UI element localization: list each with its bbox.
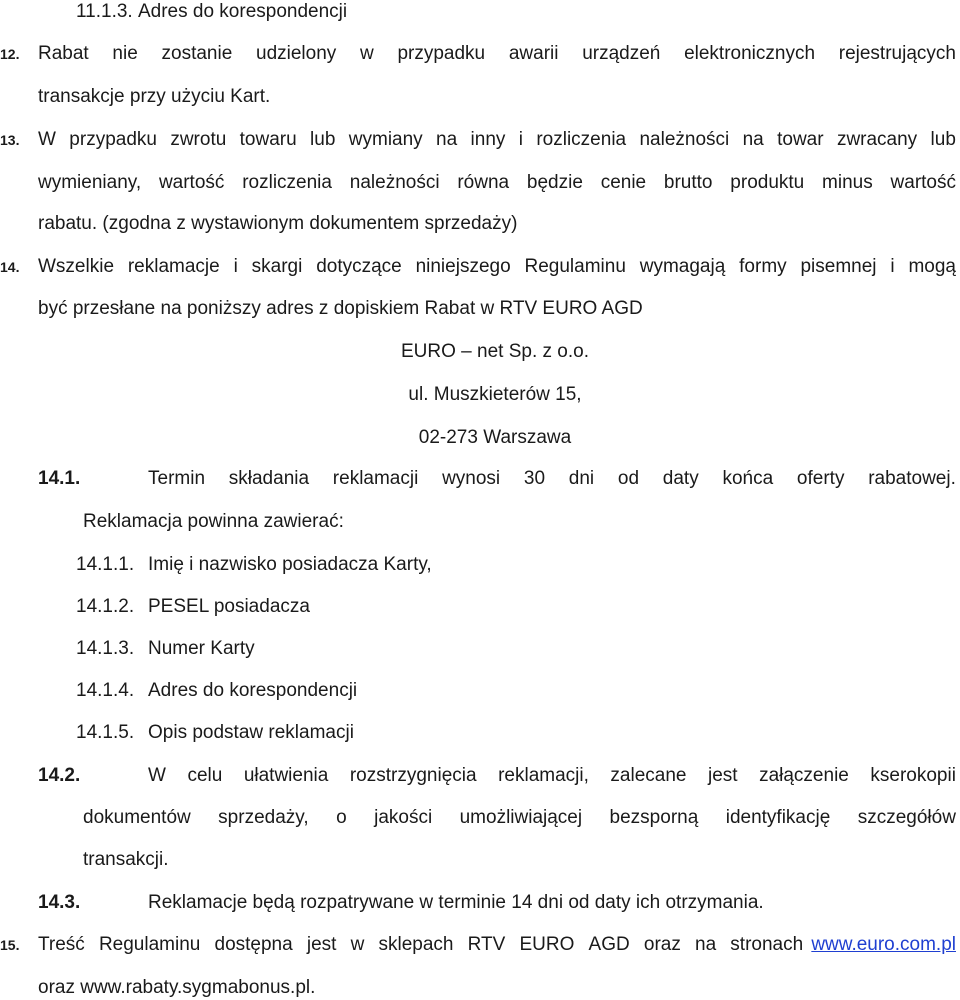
paragraph-12-line-2: transakcje przy użyciu Kart. [38, 86, 271, 107]
paragraph-number: 14. [0, 259, 20, 275]
word: dostępna [214, 934, 293, 955]
word: Termin [148, 468, 206, 489]
list-item [76, 679, 357, 703]
section-14-1-label [38, 467, 80, 491]
paragraph-14-line-2: być przesłane na poniższy adres z dopiskiem Rabat w RTV EURO AGD [38, 298, 643, 319]
word: przypadku [397, 43, 486, 64]
word: rozliczenia [242, 172, 332, 193]
paragraph-13-line-3: rabatu. (zgodna z wystawionym dokumentem sprzedaży) [38, 213, 518, 234]
address-company: EURO – net Sp. z o.o. [401, 341, 589, 362]
word: wartość [890, 172, 956, 193]
word: dni [568, 468, 595, 489]
paragraph-13-line-1 [38, 128, 956, 152]
word: zwrotu [170, 129, 227, 150]
section-14-1-line-1 [148, 467, 956, 491]
list-item-text: Numer Karty [148, 638, 255, 659]
paragraph-12-line-1 [38, 42, 956, 66]
word: oferty [796, 468, 845, 489]
word: elektronicznych [684, 43, 816, 64]
word: 30 [523, 468, 546, 489]
section-14-2-line-3: transakcji. [83, 849, 169, 870]
word: Wszelkie [38, 256, 115, 277]
word: kserokopii [870, 765, 956, 786]
paragraph-13-number [0, 128, 19, 152]
word: stronach [730, 934, 804, 955]
word: zwracany [836, 129, 918, 150]
paragraph-14-number [0, 255, 19, 279]
word: pisemnej [800, 256, 877, 277]
section-label: 14.3. [38, 892, 81, 913]
word: ułatwienia [243, 765, 329, 786]
word: na [742, 129, 764, 150]
list-item [76, 595, 310, 619]
word: umożliwiającej [459, 807, 583, 828]
word: udzielony [256, 43, 337, 64]
word: i [233, 256, 238, 277]
list-item [76, 553, 432, 577]
word: wymieniany, [38, 172, 142, 193]
list-item [76, 721, 354, 745]
section-label: 14.2. [38, 765, 81, 786]
paragraph-number: 13. [0, 132, 20, 148]
word: wynosi [442, 468, 501, 489]
word: brutto [663, 172, 713, 193]
word: celu [187, 765, 223, 786]
word: AGD [588, 934, 630, 955]
word: rejestrujących [838, 43, 956, 64]
word: urządzeń [582, 43, 661, 64]
list-item-text: Adres do korespondencji [148, 680, 358, 701]
word: i [518, 129, 523, 150]
list-item [76, 637, 255, 661]
word: i [890, 256, 895, 277]
subsection-text: Adres do korespondencji [137, 1, 348, 22]
word: rozliczenia [536, 129, 627, 150]
word: szczegółów [857, 807, 956, 828]
word: składania [228, 468, 310, 489]
section-label: 14.1. [38, 468, 81, 489]
word: lub [310, 129, 336, 150]
word: produktu [730, 172, 805, 193]
word: jest [707, 765, 738, 786]
section-14-1-line-2: Reklamacja powinna zawierać: [83, 511, 344, 532]
word: towaru [239, 129, 297, 150]
word: wartość [158, 172, 225, 193]
word: lub [930, 129, 956, 150]
word: Rabat [38, 43, 89, 64]
word: mogą [908, 256, 956, 277]
word: jest [306, 934, 337, 955]
word: minus [822, 172, 873, 193]
list-item-label: 14.1.4. [76, 680, 135, 701]
section-14-2-line-2 [83, 806, 956, 830]
word: będzie [526, 172, 583, 193]
word: identyfikację [725, 807, 831, 828]
paragraph-15-number [0, 933, 19, 957]
list-item-text: PESEL posiadacza [148, 596, 310, 617]
address-street: ul. Muszkieterów 15, [408, 384, 582, 405]
word: dotyczące [316, 256, 402, 277]
subsection-label: 11.1.3. [76, 1, 133, 22]
word: jakości [374, 807, 433, 828]
list-item-label: 14.1.1. [76, 554, 135, 575]
word: w [350, 934, 365, 955]
word: wymagają [639, 256, 726, 277]
word: równa [457, 172, 510, 193]
section-14-2-label [38, 764, 80, 788]
paragraph-14-line-1 [38, 255, 956, 279]
list-item-label: 14.1.2. [76, 596, 135, 617]
word: niniejszego [415, 256, 511, 277]
word: reklamacji, [498, 765, 589, 786]
word: wymiany [348, 129, 423, 150]
word: reklamacje [127, 256, 220, 277]
list-item-text: Opis podstaw reklamacji [148, 722, 354, 743]
paragraph-13-line-2 [38, 171, 956, 195]
word: należności [349, 172, 440, 193]
paragraph-number: 15. [0, 937, 20, 953]
word: na [695, 934, 717, 955]
word: W [38, 129, 56, 150]
word: dokumentów [83, 807, 191, 828]
word: załączenie [759, 765, 849, 786]
word: daty [662, 468, 699, 489]
word: rozstrzygnięcia [349, 765, 477, 786]
word: na [436, 129, 458, 150]
paragraph-15-line-1 [38, 933, 803, 957]
subsection-11-1-3 [76, 0, 347, 24]
word: W [148, 765, 166, 786]
word: skargi [251, 256, 303, 277]
word: formy [739, 256, 787, 277]
word: końca [722, 468, 774, 489]
word: sklepach [378, 934, 454, 955]
paragraph-12-number [0, 42, 19, 66]
word: reklamacji [332, 468, 419, 489]
word: Regulaminu [98, 934, 201, 955]
word: zalecane [610, 765, 687, 786]
section-14-3-text: Reklamacje będą rozpatrywane w terminie 14 dni od daty ich otrzymania. [148, 892, 764, 913]
euro-website-link[interactable]: www.euro.com.pl [811, 934, 956, 955]
section-14-3-label [38, 891, 80, 915]
paragraph-15-line-2: oraz www.rabaty.sygmabonus.pl. [38, 977, 316, 998]
word: oraz [643, 934, 681, 955]
word: od [617, 468, 640, 489]
word: Regulaminu [524, 256, 626, 277]
word: w [360, 43, 374, 64]
section-14-2-line-1 [148, 764, 956, 788]
word: sprzedaży, [218, 807, 309, 828]
paragraph-number: 12. [0, 46, 20, 62]
word: towar [777, 129, 824, 150]
word: o [336, 807, 347, 828]
paragraph-15-line-1-wrap [38, 933, 956, 957]
word: rabatowej. [868, 468, 956, 489]
word: EURO [519, 934, 575, 955]
word: RTV [467, 934, 506, 955]
word: Treść [38, 934, 85, 955]
word: cenie [600, 172, 647, 193]
address-city: 02-273 Warszawa [418, 427, 572, 448]
word: inny [470, 129, 506, 150]
word: bezsporną [609, 807, 699, 828]
word: przypadku [69, 129, 157, 150]
word: zostanie [161, 43, 233, 64]
list-item-text: Imię i nazwisko posiadacza Karty, [148, 554, 432, 575]
word: awarii [508, 43, 559, 64]
word: nie [112, 43, 138, 64]
list-item-label: 14.1.5. [76, 722, 135, 743]
word: należności [639, 129, 730, 150]
list-item-label: 14.1.3. [76, 638, 135, 659]
